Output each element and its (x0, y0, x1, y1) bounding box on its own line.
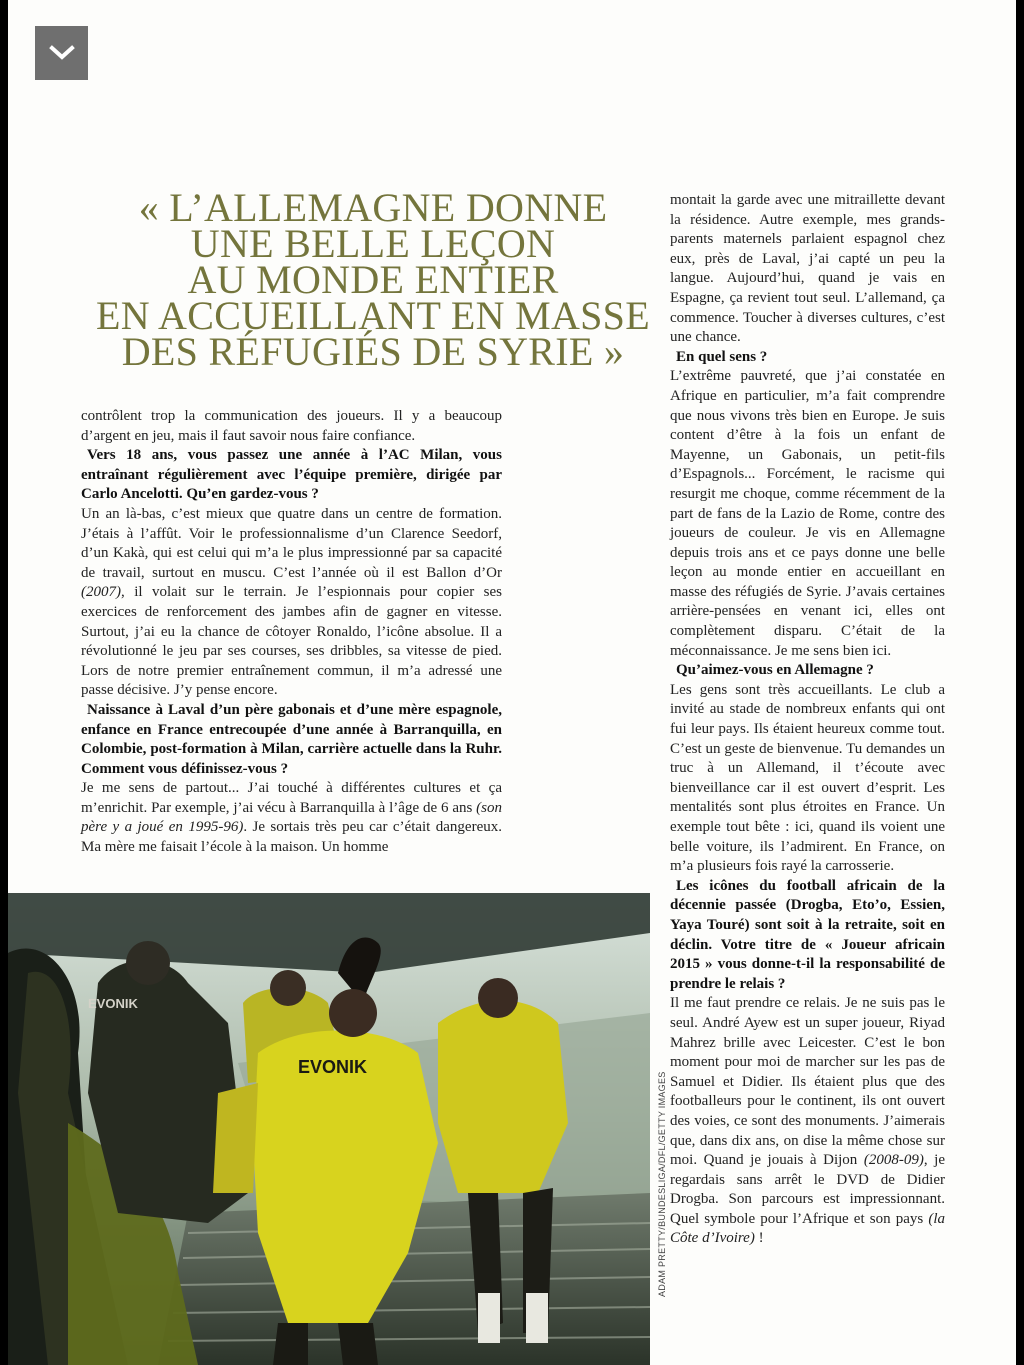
magazine-page (8, 0, 1016, 1365)
interview-question: Les icônes du football africain de la décennie passée (Drogba, Eto’o, Essien, Yaya Touré) sont soit à la retraite, soit en déclin. Votre titre de « Joueur africain 2015 » vous donne-t-il la responsabilité de prendre le relais ? (670, 877, 945, 992)
interview-answer: Les gens sont très accueillants. Le club a invité au stade de nombreux enfants qui ont fui leur pays. Ils étaient heureux comme tout. C’est un geste de bienvenue. Tu demandes un truc à un Allemand, il t’écoute avec bienveillance car il est ouvert d’esprit. Les mentalités sont plus étroites en France. Un exemple tout bête : ici, quand ils voient une belle voiture, ils l’admirent. En France, on m’a plusieurs fois rayé la carrosserie. (670, 681, 945, 875)
interview-answer: Un an là-bas, c’est mieux que quatre dans un centre de formation. J’étais à l’affût. Voir le professionnalisme d’un Clarence Seedorf, d’un Kakà, qui est celui qui m’a le plus impressionné par sa capacité de travail, surtout en muscu. C’est l’année où il est Ballon d’Or (2007), il volait sur le terrain. Je l’espionnais pour copier ses exercices de renforcement des jambes afin de gagner en vitesse. Surtout, j’ai eu la chance de côtoyer Ronaldo, l’icône absolue. Il a révolutionné le jeu par ses courses, ses dribbles, sa vitesse de pied. Lors de notre premier entraînement commun, il m’a adressé une passe décisive. J’y pense encore. (81, 505, 502, 699)
pull-quote (78, 185, 668, 374)
pull-quote-line: « L’ALLEMAGNE DONNE (138, 185, 608, 230)
interview-question: Naissance à Laval d’un père gabonais et d’une mère espagnole, enfance en France entrecoupée d’une année à Barranquilla, en Colombie, post-formation à Milan, carrière actuelle dans la Ruhr. Comment vous définissez-vous ? (81, 701, 502, 777)
photo-credit: ADAM PRETTY/BUNDESLIGA/DFL/GETTY IMAGES (657, 1071, 667, 1297)
players-photo (8, 893, 650, 1365)
interview-answer: Il me faut prendre ce relais. Je ne suis pas le seul. André Ayew est un super joueur, Riyad Mahrez brille avec Leicester. C’est le bon moment pour moi de marcher sur les pas de Samuel et Didier. Ils étaient plus que des footballeurs pour le continent, ils ont ouvert des voies, ce sont des monuments. J’aimerais que, dans dix ans, on dise la même chose sur moi. Quand je jouais à Dijon (2008-09), je regardais sans arrêt le DVD de Didier Drogba. Son parcours est impressionnant. Quel symbole pour l’Afrique et son pays (la Côte d’Ivoire) ! (670, 995, 946, 1247)
jersey-sponsor-text: EVONIK (298, 1057, 368, 1077)
interview-question: Vers 18 ans, vous passez une année à l’AC Milan, vous entraînant régulièrement avec l’équipe première, dirigée par Carlo Ancelotti. Qu’en gardez-vous ? (81, 447, 502, 503)
interview-question: En quel sens ? (676, 348, 768, 365)
chevron-down-icon (49, 44, 75, 62)
stadium-tunnel-image (8, 893, 650, 1365)
right-column (670, 191, 945, 1249)
collapse-button[interactable] (35, 26, 88, 80)
paragraph: montait la garde avec une mitraillette devant la résidence. Autre exemple, mes grands-parents maternels parlaient espagnol chez eux, près de Laval, j’ai capté un peu la langue. Aujourd’hui, quand je vais en Espagne, ça revient tout seul. L’allemand, ça commence. Toucher à diverses cultures, c’est une chance. (670, 192, 945, 346)
paragraph: contrôlent trop la communication des joueurs. Il y a beaucoup d’argent en jeu, mais il faut savoir nous faire confiance. (81, 408, 502, 444)
jersey-sponsor-text: EVONIK (88, 996, 138, 1011)
interview-answer: L’extrême pauvreté, que j’ai constatée en Afrique en particulier, m’a fait comprendre que nous vivons très bien en Europe. Je suis content d’être à la fois un enfant de Mayenne, un Gabonais, un petit-fils d’Espagnols... Forcément, le racisme qui resurgit me choque, comme récemment de la part de fans de la Lazio de Rome, contre des joueurs de couleur. Je vis en Allemagne depuis trois ans et ce pays donne une belle leçon au monde entier en accueillant en masse des réfugiés de Syrie. J’avais certaines arrière-pensées en venant ici, elles ont complètement disparu. C’était de la méconnaissance. Je me sens bien ici. (670, 368, 945, 659)
left-column (81, 407, 502, 858)
pull-quote-line: AU MONDE ENTIER (187, 257, 559, 302)
interview-answer: Je me sens de partout... J’ai touché à différentes cultures et ça m’enrichit. Par exemple, j’ai vécu à Barranquilla à l’âge de 6 ans (son père y a joué en 1995-96). Je sortais très peu car c’était dangereux. Ma mère me faisait l’école à la maison. Un homme (81, 780, 502, 856)
pull-quote-line: EN ACCUEILLANT EN MASSE (96, 293, 650, 338)
pull-quote-line: UNE BELLE LEÇON (190, 221, 556, 266)
interview-question: Qu’aimez-vous en Allemagne ? (676, 662, 874, 679)
pull-quote-line: DES RÉFUGIÉS DE SYRIE » (121, 329, 625, 374)
